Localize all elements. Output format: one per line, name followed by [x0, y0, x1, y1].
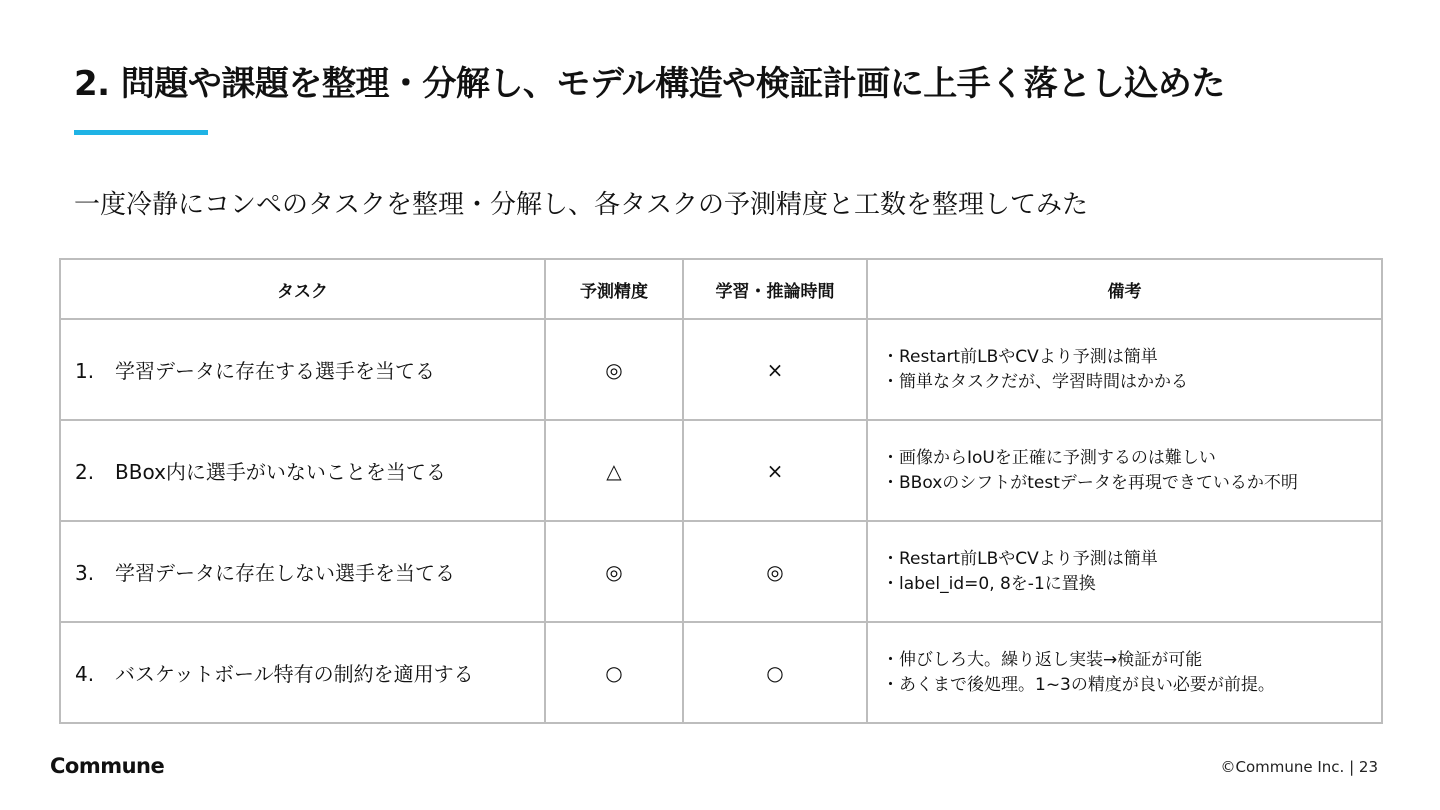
time-mark: ○ [683, 622, 867, 723]
table-header-row [60, 259, 1382, 319]
note-line: ・伸びしろ大。繰り返し実装→検証が可能 [882, 649, 1203, 670]
page-subtitle: 一度冷静にコンペのタスクを整理・分解し、各タスクの予測精度と工数を整理してみた [74, 190, 1089, 220]
task-number: 2. [75, 460, 95, 484]
accuracy-mark: △ [545, 420, 683, 521]
header-time: 学習・推論時間 [683, 259, 867, 319]
note-line: ・画像からIoUを正確に予測するのは難しい [882, 447, 1216, 468]
task-text: BBox内に選手がいないことを当てる [115, 460, 446, 484]
task-text: 学習データに存在しない選手を当てる [115, 561, 455, 585]
time-mark: ◎ [683, 521, 867, 622]
title-accent-bar [74, 130, 208, 135]
company-logo: Commune [50, 754, 165, 778]
note-cell [867, 420, 1382, 521]
task-text: 学習データに存在する選手を当てる [115, 359, 435, 383]
task-cell [60, 521, 545, 622]
task-text: バスケットボール特有の制約を適用する [115, 662, 474, 686]
accuracy-mark: ◎ [545, 319, 683, 420]
task-cell [60, 319, 545, 420]
table-row [60, 521, 1382, 622]
table-row [60, 420, 1382, 521]
note-line: ・BBoxのシフトがtestデータを再現できているか不明 [882, 472, 1298, 493]
note-line: ・label_id=0, 8を-1に置換 [882, 573, 1096, 594]
accuracy-mark: ○ [545, 622, 683, 723]
header-task: タスク [60, 259, 545, 319]
header-notes: 備考 [867, 259, 1382, 319]
table-row [60, 622, 1382, 723]
time-mark: × [683, 319, 867, 420]
task-table [59, 258, 1383, 724]
note-cell [867, 319, 1382, 420]
copyright-page-number: ©Commune Inc. | 23 [1220, 758, 1378, 776]
task-number: 4. [75, 662, 95, 686]
task-number: 1. [75, 359, 95, 383]
header-accuracy: 予測精度 [545, 259, 683, 319]
note-cell [867, 521, 1382, 622]
note-line: ・Restart前LBやCVより予測は簡単 [882, 346, 1158, 367]
task-cell [60, 622, 545, 723]
task-number: 3. [75, 561, 95, 585]
note-line: ・簡単なタスクだが、学習時間はかかる [882, 371, 1188, 392]
note-line: ・あくまで後処理。1~3の精度が良い必要が前提。 [882, 674, 1275, 695]
note-cell [867, 622, 1382, 723]
note-line: ・Restart前LBやCVより予測は簡単 [882, 548, 1158, 569]
task-cell [60, 420, 545, 521]
table-row [60, 319, 1382, 420]
time-mark: × [683, 420, 867, 521]
page-title: 2. 問題や課題を整理・分解し、モデル構造や検証計画に上手く落とし込めた [74, 64, 1225, 104]
accuracy-mark: ◎ [545, 521, 683, 622]
